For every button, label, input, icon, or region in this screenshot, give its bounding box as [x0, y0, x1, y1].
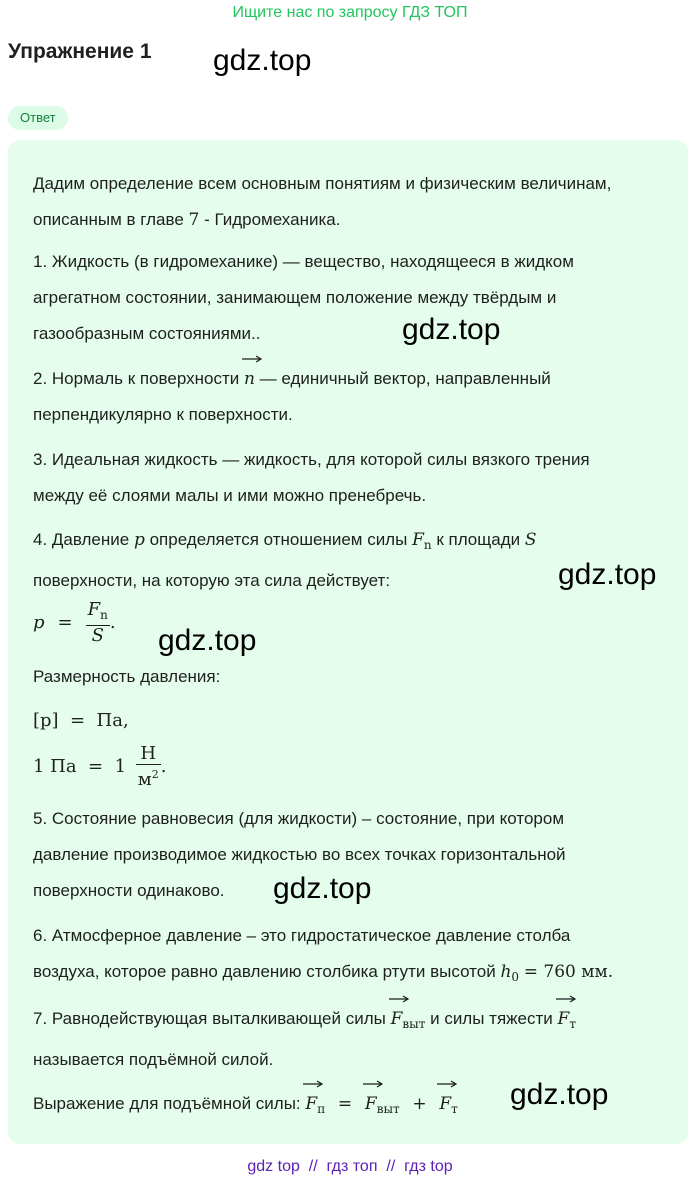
def3-line-1: 3. Идеальная жидкость — жидкость, для которой силы вязкого трения: [33, 450, 590, 469]
def7-line-2: называется подъёмной силой.: [33, 1050, 274, 1069]
pressure-symbol: p: [133, 530, 145, 550]
buoyant-force-vector: $F_{выт}$: [365, 1086, 400, 1127]
watermark: gdz.top: [213, 44, 312, 77]
gravity-force-vector: $F_т$: [558, 1001, 576, 1042]
normal-vector: [244, 361, 255, 397]
definition-1: [33, 244, 673, 352]
height-value: = 760 мм.: [523, 962, 614, 982]
vector-arrow-icon: [363, 1080, 383, 1088]
def7-text-a: 7. Равнодействующая выталкивающей силы: [33, 1009, 386, 1028]
lift-label: Выражение для подъёмной силы:: [33, 1094, 301, 1113]
watermark: gdz.top: [402, 313, 501, 346]
force-symbol: $F_n$: [412, 530, 432, 552]
height-symbol: $h_0$: [500, 962, 520, 984]
watermark: gdz.top: [558, 558, 657, 591]
pressure-formula: p = $\frac{F_n}{S}$ .: [33, 599, 116, 646]
gravity-force-vector: $F_т$: [439, 1086, 457, 1127]
watermark: gdz.top: [158, 624, 257, 657]
def2-line-1b: — единичный вектор, направленный: [259, 369, 551, 388]
def4-text-a: 4. Давление: [33, 530, 130, 549]
vector-arrow-icon: [556, 995, 576, 1003]
intro-paragraph: [33, 166, 673, 238]
def6-line-2: воздуха, которое равно давлению столбика ртути высотой: [33, 962, 496, 981]
chapter-number: 7: [188, 210, 200, 230]
def7-text-b: и силы тяжести: [430, 1009, 553, 1028]
unit-formula: [p] = Па,: [33, 710, 129, 731]
pascal-fraction: $\frac{Н}{м^2}$: [137, 743, 159, 790]
vector-arrow-icon: [437, 1080, 457, 1088]
def1-line-1: 1. Жидкость (в гидромеханике) — вещество, находящееся в жидком: [33, 252, 574, 271]
def4-text-b: определяется отношением силы: [149, 530, 408, 549]
def4-text-c: к площади: [436, 530, 521, 549]
def2-line-1a: 2. Нормаль к поверхности: [33, 369, 240, 388]
definition-6: [33, 918, 673, 995]
watermark: gdz.top: [510, 1078, 609, 1111]
def6-line-1: 6. Атмосферное давление – это гидростатическое давление столба: [33, 926, 571, 945]
normal-vector-symbol: n: [243, 369, 255, 389]
footer-links[interactable]: gdz top // гдз топ // гдз top: [247, 1158, 453, 1175]
search-hint-link[interactable]: Ищите нас по запросу ГДЗ ТОП: [232, 4, 468, 21]
def5-line-1: 5. Состояние равновесия (для жидкости) – состояние, при котором: [33, 809, 565, 828]
pascal-formula: 1 Па = 1 $\frac{Н}{м^2}$ .: [33, 743, 167, 790]
vector-arrow-icon: [303, 1080, 323, 1088]
def1-line-2: агрегатном состоянии, занимающем положение между твёрдым и: [33, 288, 557, 307]
def5-line-2: давление производимое жидкостью во всех точках горизонтальной: [33, 845, 566, 864]
dimension-label: Размерность давления:: [33, 667, 221, 686]
area-symbol: S: [524, 530, 537, 550]
def5-line-3: поверхности одинаково.: [33, 881, 225, 900]
intro-line-2b: - Гидромеханика.: [204, 210, 341, 229]
def3-line-2: между её слоями малы и ими можно пренебречь.: [33, 486, 427, 505]
pascal-lhs: 1 Па = 1: [33, 756, 127, 777]
definition-7: [33, 1001, 673, 1078]
def4-line-2: поверхности, на которую эта сила действует:: [33, 571, 391, 590]
vector-arrow-icon: [389, 995, 409, 1003]
lift-force-vector: $F_п$: [305, 1086, 325, 1127]
def1-line-3: газообразным состояниями..: [33, 324, 261, 343]
def2-line-2: перпендикулярно к поверхности.: [33, 405, 293, 424]
answer-badge[interactable]: Ответ: [8, 106, 68, 130]
intro-line-1: Дадим определение всем основным понятиям и физическим величинам,: [33, 174, 612, 193]
formula-equals: =: [57, 611, 73, 633]
definition-3: [33, 442, 673, 514]
watermark: gdz.top: [273, 872, 372, 905]
formula-fraction: $\frac{F_n}{S}$: [87, 599, 108, 646]
intro-line-2a: описанным в главе: [33, 210, 184, 229]
buoyant-force-vector: $F_{выт}$: [391, 1001, 426, 1042]
definition-2: [33, 361, 673, 433]
lift-force-expression: Выражение для подъёмной силы: $F_п$ = $F_{выт}$ + $F_т$: [33, 1086, 673, 1127]
page-title: Упражнение 1: [8, 40, 152, 63]
formula-lhs: p: [33, 611, 45, 633]
vector-arrow-icon: [242, 355, 262, 363]
